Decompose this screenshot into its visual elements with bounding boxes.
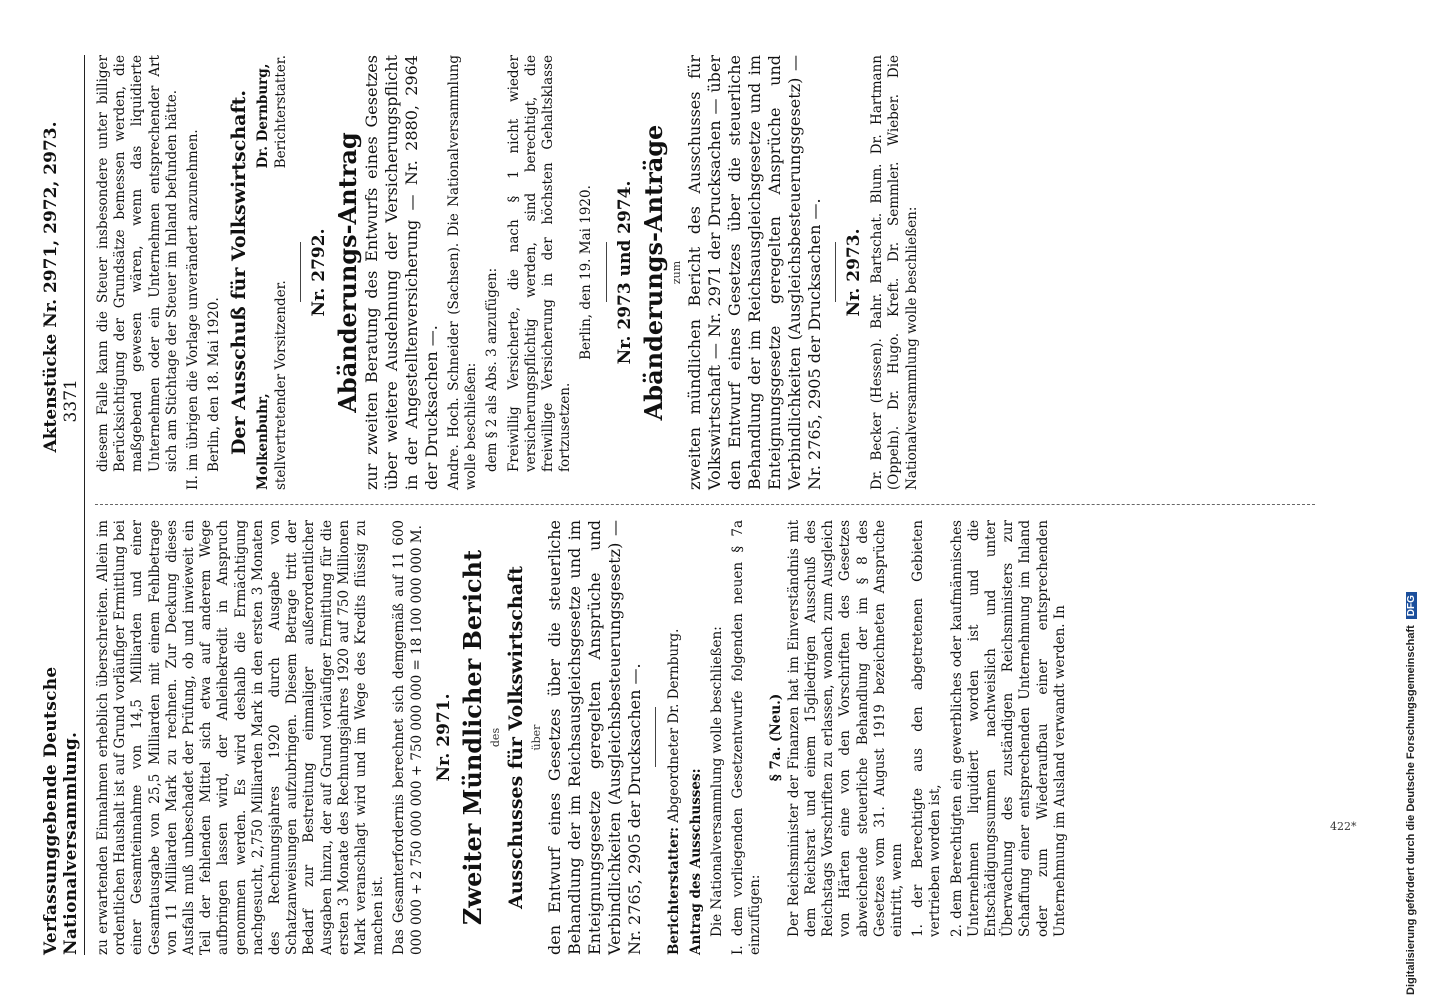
rotated-document-page: [41, 55, 1345, 955]
committee-title: Ausschusses für Volkswirtschaft: [505, 566, 528, 910]
right-column: [95, 55, 1325, 490]
section-divider-3: [606, 243, 607, 303]
antrag-item-1: I. dem vorliegenden Gesetzentwurfe folgenden neuen § 7a einzufügen:: [730, 520, 764, 955]
amendment-quote: Freiwillig Versicherte, die nach § 1 nicht wieder versicherungspflichtig werden, sind berechtigt, die freiwillige Versicherung in der höchsten Gehaltsklasse fortzusetzen.: [505, 55, 574, 472]
section-divider-4: [835, 243, 836, 303]
page-header: [41, 55, 85, 955]
page-number: 3371: [61, 379, 81, 423]
amendment-title-1: Abänderungs-Antrag: [333, 132, 363, 413]
committee-signature-title: Der Ausschuß für Volkswirtschaft.: [228, 89, 251, 456]
funding-note-text: Digitalisierung gefördert durch die Deutsche Forschungsgemeinschaft: [1405, 625, 1417, 995]
document-number-2792: Nr. 2792.: [308, 228, 329, 317]
document-number-2973-2974: Nr. 2973 und 2974.: [614, 180, 635, 365]
section-divider: [655, 708, 656, 768]
column-divider: [95, 504, 1315, 505]
proposer-names: Dr. Becker (Hessen). Bahr. Bartschat. Blum. Dr. Hartmann (Oppeln). Dr. Hugo. Kreft. Dr. Semmler. Wieber. Die Nationalversammlung wolle beschließen:: [869, 55, 920, 490]
signature-1-name: Molkenbuhr,: [255, 393, 272, 490]
signature-2-role: Berichterstatter.: [272, 55, 289, 169]
document-number-2973: Nr. 2973.: [844, 228, 865, 317]
paragraph-7a-heading: § 7a. (Neu.): [768, 693, 785, 782]
date-1: Berlin, den 18. Mai 1920.: [206, 297, 223, 472]
amendment-proposers: Andre. Hoch. Schneider (Sachsen). Die Nationalversammlung wolle beschließen:: [446, 55, 480, 490]
ueber-label: über: [530, 724, 544, 751]
des-label: des: [489, 727, 503, 748]
report-subject: den Entwurf eines Gesetzes über die steuerliche Behandlung der im Reichsausgleichsgesetze und im Enteignungsgesetze geregelten Ansprüche und Verbindlichkeiten (Ausgleichsbesteuerungsgesetz) — Nr. 2765, 2905 der Drucksachen —.: [545, 520, 645, 955]
amendment-instruction: dem § 2 als Abs. 3 anzufügen:: [484, 267, 501, 472]
amendment-title-2: Abänderungs-Anträge: [638, 124, 668, 421]
document-number-2971: Nr. 2971.: [433, 693, 454, 782]
signature-1-role: stellvertretender Vorsitzender.: [272, 280, 289, 490]
section-divider-2: [300, 243, 301, 303]
sub-item-1: 1. der Berechtigte aus den abgetretenen Gebieten vertrieben worden ist,: [910, 520, 944, 937]
header-right-title: Aktenstücke Nr. 2971, 2972, 2973.: [41, 121, 61, 453]
antrag-label: Antrag des Ausschusses:: [687, 768, 704, 955]
berichterstatter-label: Berichterstatter:: [666, 827, 683, 955]
amendment-subject-2: zweiten mündlichen Bericht des Ausschusses für Volkswirtschaft — Nr. 2971 der Drucksachen — über den Entwurf eines Gesetzes über die steuerliche Behandlung der im Reichsausgleichsgesetze und im Enteignungsgesetze geregelten Ansprüche und Verbindlichkeiten (Ausgleichsbesteuerungsgesetz) — Nr. 2765, 2905 der Drucksachen —.: [685, 55, 825, 490]
left-column: [95, 520, 1325, 955]
date-2: Berlin, den 19. Mai 1920.: [578, 185, 595, 360]
sub-item-2: 2. dem Berechtigten ein gewerbliches oder kaufmännisches Unternehmen liquidiert worden ist und die Entschädigungssummen nachweislich und unter Überwachung des zuständigen Reichsministers zur Schaffung einer entsprechenden Unternehmung im Inland oder zum Wiederaufbau einer entsprechenden Unternehmung im Ausland verwandt werden. In: [948, 520, 1068, 937]
header-left-title: Verfassunggebende Deutsche Nationalversammlung.: [41, 666, 81, 955]
report-title: Zweiter Mündlicher Bericht: [458, 549, 488, 926]
left-paragraph-2: Das Gesamterfordernis berechnet sich demgemäß auf 11 600 000 000 + 2 750 000 000 + 750 000 000 = 18 100 000 000 M.: [391, 520, 425, 955]
right-paragraph-1: diesem Falle kann die Steuer insbesondere unter billiger Berücksichtigung der Grundsätze bemessen werden, die maßgebend gewesen wären, wenn das liquidierte Unternehmen oder ein Unternehmen entsprechender Art sich am Stichtage der Steuer im Inland befunden hätte.: [95, 55, 180, 472]
amendment-subject-1: zur zweiten Beratung des Entwurfs eines Gesetzes über weitere Ausdehnung der Versicherungspflicht in der Angestelltenversicherung — Nr. 2880, 2964 der Drucksachen —.: [362, 55, 442, 490]
signature-block: [255, 55, 289, 490]
antrag-intro: Die Nationalversammlung wolle beschließen:: [708, 626, 725, 937]
paragraph-7a-text: Der Reichsminister der Finanzen hat im Einverständnis mit dem Reichsrat und einem 15gliedrigen Ausschuß des Reichstags Vorschriften zu erlassen, wonach zum Ausgleich von Härten eine von den Vorschriften des Gesetzes abweichende steuerliche Behandlung der im § 8 des Gesetzes vom 31. August 1919 bezeichneten Ansprüche eintritt, wenn: [785, 520, 905, 937]
right-paragraph-2: II. im übrigen die Vorlage unverändert anzunehmen.: [185, 129, 202, 490]
left-paragraph-1: zu erwartenden Einnahmen erheblich überschreiten. Allein im ordentlichen Haushalt ist auf Grund vorläufiger Ermittlung bei einer Gesamteinnahme von 14,5 Milliarden und einer Gesamtausgabe von 25,5 Milliarden mit einem Fehlbetrage von 11 Milliarden Mark zu rechnen. Zur Deckung dieses Ausfalls muß unbeschadet der Prüfung, ob und inwieweit ein Teil der fehlenden Mittel sich etwa auf anderem Wege aufbringen lassen wird, der Anleihekredit in Anspruch genommen werden. Es wird deshalb die Ermächtigung nachgesucht, 2,750 Milliarden Mark in den ersten 3 Monaten des Rechnungsjahres 1920 durch Ausgabe von Schatzanweisungen aufzubringen. Diesem Betrage tritt der Bedarf zur Bestreitung einmaliger außerordentlicher Ausgaben hinzu, der auf Grund vorläufiger Ermittlung für die ersten 3 Monate des Rechnungsjahres 1920 auf 750 Millionen Mark veranschlagt wird und im Wege des Kredits flüssig zu machen ist.: [95, 520, 387, 955]
funding-note: [1405, 5, 1417, 995]
page-mark: 422*: [1330, 820, 1357, 833]
signature-2-name: Dr. Dernburg,: [255, 63, 272, 169]
dfg-logo: DFG: [1406, 592, 1417, 619]
zum-label: zum: [669, 260, 683, 285]
berichterstatter-name: Abgeordneter Dr. Dernburg.: [666, 628, 683, 823]
